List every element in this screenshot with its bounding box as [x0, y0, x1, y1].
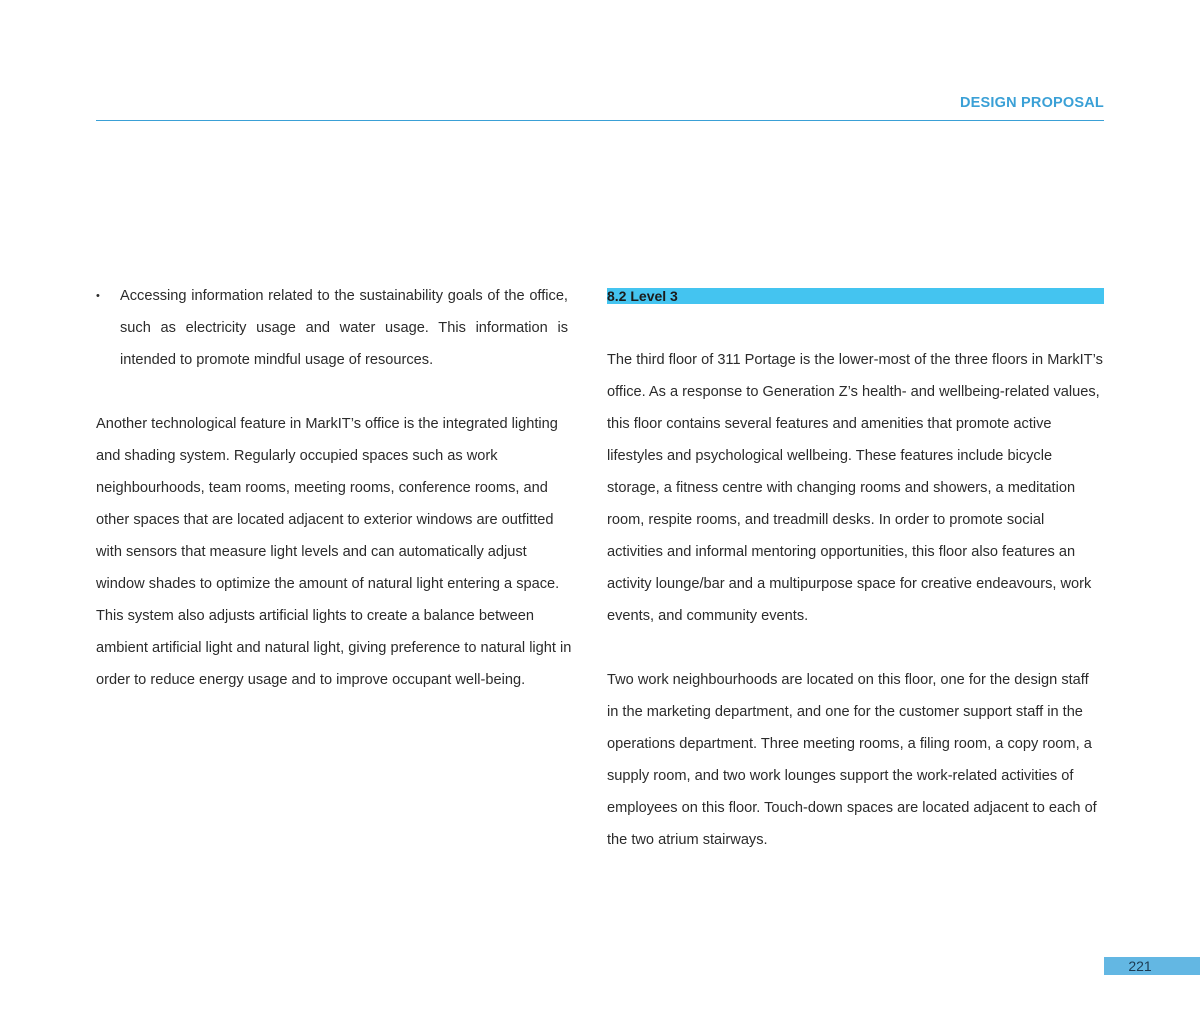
- paragraph-spacer: [607, 632, 1104, 664]
- header-title: DESIGN PROPOSAL: [960, 95, 1104, 111]
- body-paragraph: Two work neighbourhoods are located on this floor, one for the design staff in the marketing department, and one for the customer support staff in the operations department. Three meeting rooms, a filing room, a copy room, a supply room, and two work lounges support the work-related activities of employees on this floor. Touch-down spaces are located adjacent to each of the two atrium stairways.: [607, 672, 1097, 848]
- page-number-bar: [1104, 957, 1200, 975]
- body-paragraph: The third floor of 311 Portage is the lower-most of the three floors in MarkIT’s office. As a response to Generation Z’s health- and wellbeing-related values, this floor contains several features and amenities that promote active lifestyles and psychological wellbeing. These features include bicycle storage, a fitness centre with changing rooms and showers, a meditation room, respite rooms, and treadmill desks. In order to promote social activities and informal mentoring opportunities, this floor also features an activity lounge/bar and a multipurpose space for creative endeavours, work events, and community events.: [607, 352, 1103, 624]
- body-paragraph: Another technological feature in MarkIT’s office is the integrated lighting and shading system. Regularly occupied spaces such as work neighbourhoods, team rooms, meeting rooms, conference rooms, and other spaces that are located adjacent to exterior windows are outfitted with sensors that measure light levels and can automatically adjust window shades to optimize the amount of natural light entering a space. This system also adjusts artificial lights to create a balance between ambient artificial light and natural light, giving preference to natural light in order to reduce energy usage and to improve occupant well-being.: [96, 416, 572, 688]
- bullet-text: Accessing information related to the sustainability goals of the office, such as electricity usage and water usage. This information is intended to promote mindful usage of resources.: [120, 288, 568, 368]
- right-column: [607, 280, 1104, 856]
- header-divider: [96, 120, 1104, 121]
- paragraph-spacer: [96, 376, 574, 408]
- page-number: 221: [1128, 958, 1152, 974]
- bullet-marker-icon: •: [96, 290, 100, 302]
- section-heading: 8.2 Level 3: [607, 288, 1104, 304]
- bullet-list: [96, 280, 574, 376]
- left-column: [96, 280, 574, 696]
- heading-spacer: [607, 304, 1104, 344]
- bullet-item: [96, 280, 568, 376]
